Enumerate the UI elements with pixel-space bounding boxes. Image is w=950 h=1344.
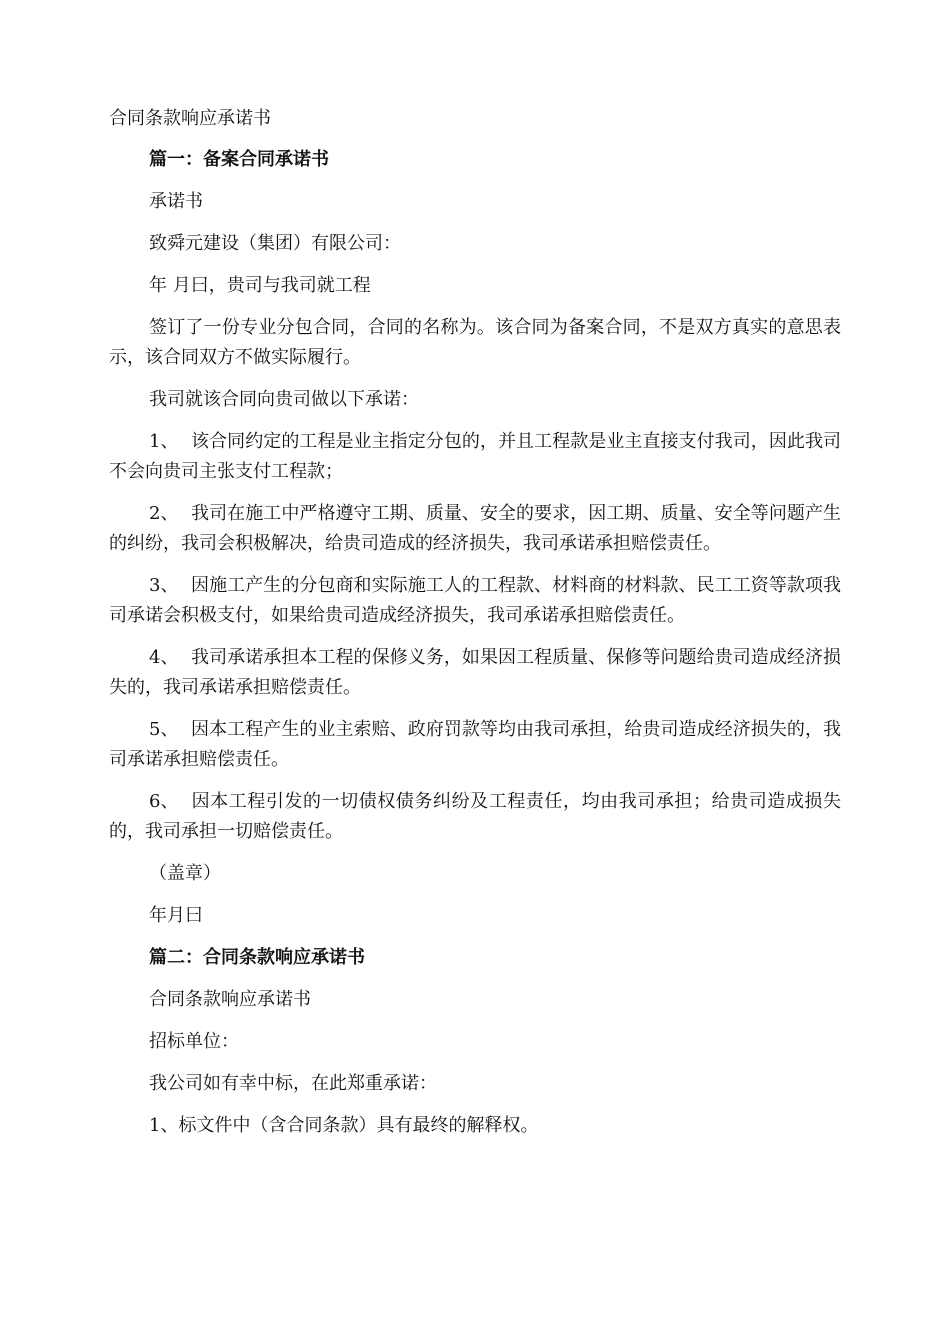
section2-statement: 我公司如有幸中标，在此郑重承诺：: [149, 1073, 437, 1094]
seal-line: （盖章）: [149, 863, 221, 884]
item-number: 6、: [149, 791, 179, 812]
commitment-item-1: [109, 427, 841, 487]
commitment-item-5: [109, 715, 841, 775]
item-text: 我司承诺承担本工程的保修义务，如果因工程质量、保修等问题给贵司造成经济损失的，我司承诺承担赔偿责任。: [109, 647, 841, 698]
item-text: 因施工产生的分包商和实际施工人的工程款、材料商的材料款、民工工资等款项我司承诺会积极支付，如果给贵司造成经济损失，我司承诺承担赔偿责任。: [109, 575, 841, 626]
item-text: 因本工程产生的业主索赔、政府罚款等均由我司承担，给贵司造成经济损失的，我司承诺承担赔偿责任。: [109, 719, 841, 770]
sign-date: 年月曰: [149, 905, 203, 926]
commitment-item-3: [109, 571, 841, 631]
item-text: 我司在施工中严格遵守工期、质量、安全的要求，因工期、质量、安全等问题产生的纠纷，我司会积极解决，给贵司造成的经济损失，我司承诺承担赔偿责任。: [109, 503, 841, 554]
item-text: 该合同约定的工程是业主指定分包的，并且工程款是业主直接支付我司，因此我司不会向贵司主张支付工程款；: [109, 431, 841, 482]
item-number: 4、: [149, 647, 179, 668]
item-number: 2、: [149, 503, 179, 524]
section1-heading: 篇一：备案合同承诺书: [149, 149, 329, 170]
document-body: [109, 145, 841, 1153]
section1-lead: 我司就该合同向贵司做以下承诺：: [149, 389, 419, 410]
commitment-item-2: [109, 499, 841, 559]
item-text: 因本工程引发的一切债权债务纠纷及工程责任，均由我司承担；给贵司造成损失的，我司承担一切赔偿责任。: [109, 791, 841, 842]
section1-date-line: 年 月曰，贵司与我司就工程: [149, 275, 371, 296]
commitment-item-4: [109, 643, 841, 703]
section2-heading: 篇二：合同条款响应承诺书: [149, 947, 365, 968]
commitment-item-6: [109, 787, 841, 847]
section2-item-1: 1、标文件中（含合同条款）具有最终的解释权。: [149, 1115, 539, 1136]
item-number: 3、: [149, 575, 179, 596]
item-number: 1、: [149, 431, 179, 452]
document-title: 合同条款响应承诺书: [109, 108, 271, 129]
item-number: 5、: [149, 719, 179, 740]
section1-intro: 签订了一份专业分包合同，合同的名称为。该合同为备案合同，不是双方真实的意思表示，该合同双方不做实际履行。: [109, 317, 841, 368]
section1-subtitle: 承诺书: [149, 191, 203, 212]
section2-recipient: 招标单位：: [149, 1031, 239, 1052]
section2-subtitle: 合同条款响应承诺书: [149, 989, 311, 1010]
section1-addressee: 致舜元建设（集团）有限公司：: [149, 233, 401, 254]
